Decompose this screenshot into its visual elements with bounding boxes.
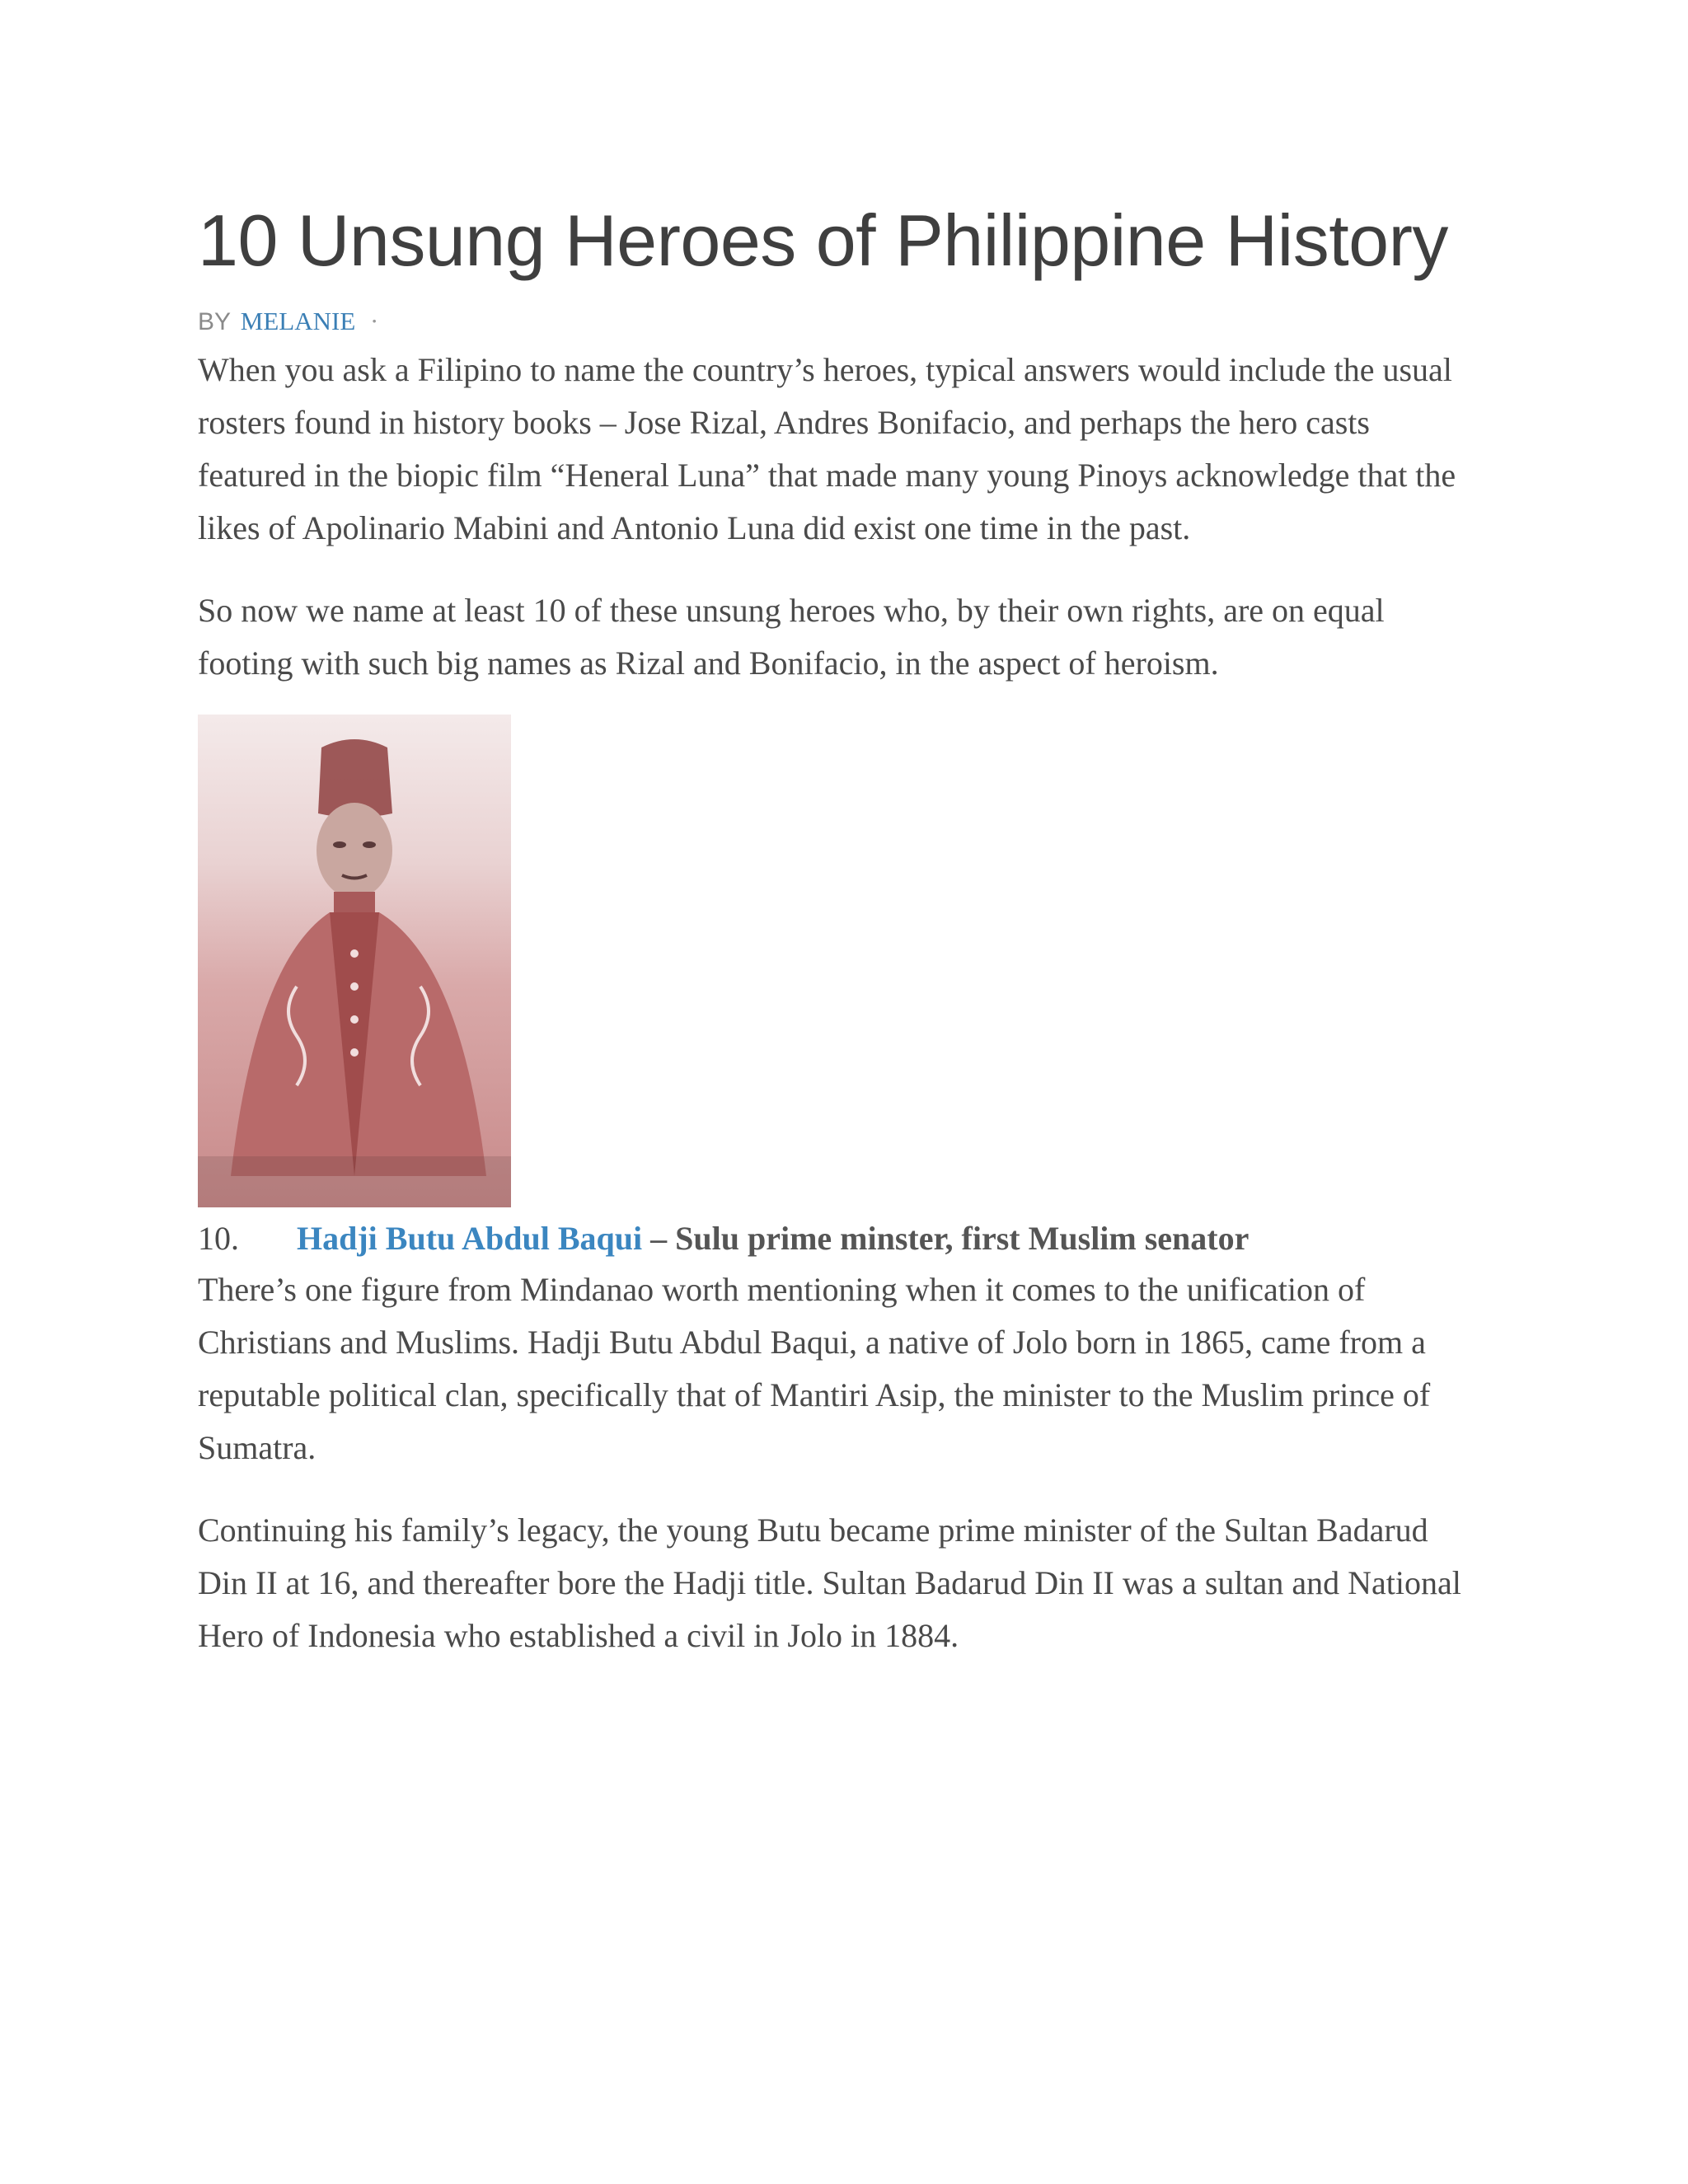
- hero-portrait-image: [198, 715, 511, 1207]
- hero-paragraph-1: There’s one figure from Mindanao worth mentioning when it comes to the unification of Christians and Muslims. Hadji Butu Abdul Baqui, a native of Jolo born in 1865, came from a reputable political clan, specifically that of Mantiri Asip, the minister to the Muslim prince of Sumatra.: [198, 1271, 1431, 1466]
- portrait-illustration: [198, 715, 511, 1207]
- byline: [198, 305, 1484, 339]
- hero-heading: [198, 1214, 1484, 1263]
- hero-paragraph-2: Continuing his family’s legacy, the young Butu became prime minister of the Sultan Badarud Din II at 16, and thereafter bore the Hadji title. Sultan Badarud Din II was a sultan and National Hero of Indonesia who established a civil in Jolo in 1884.: [198, 1511, 1461, 1654]
- byline-separator: ·: [370, 307, 379, 335]
- byline-prefix: BY: [198, 308, 232, 335]
- intro-paragraph-1: When you ask a Filipino to name the country’s heroes, typical answers would include the usual rosters found in history books – Jose Rizal, Andres Bonifacio, and perhaps the hero casts featured in the biopic film “Heneral Luna” that made many young Pinoys acknowledge that the likes of Apolinario Mabini and Antonio Luna did exist one time in the past.: [198, 351, 1456, 546]
- hero-number: 10.: [198, 1220, 239, 1257]
- intro-paragraph-2: So now we name at least 10 of these unsung heroes who, by their own rights, are on equal footing with such big names as Rizal and Bonifacio, in the aspect of heroism.: [198, 592, 1385, 682]
- article-title: 10 Unsung Heroes of Philippine History: [198, 199, 1448, 281]
- author-link[interactable]: MELANIE: [240, 307, 356, 335]
- hero-description: – Sulu prime minster, first Muslim senator: [650, 1220, 1250, 1257]
- image-caption-strip: [198, 1156, 511, 1207]
- hero-name-link[interactable]: Hadji Butu Abdul Baqui: [297, 1220, 643, 1257]
- article: [198, 194, 1484, 1662]
